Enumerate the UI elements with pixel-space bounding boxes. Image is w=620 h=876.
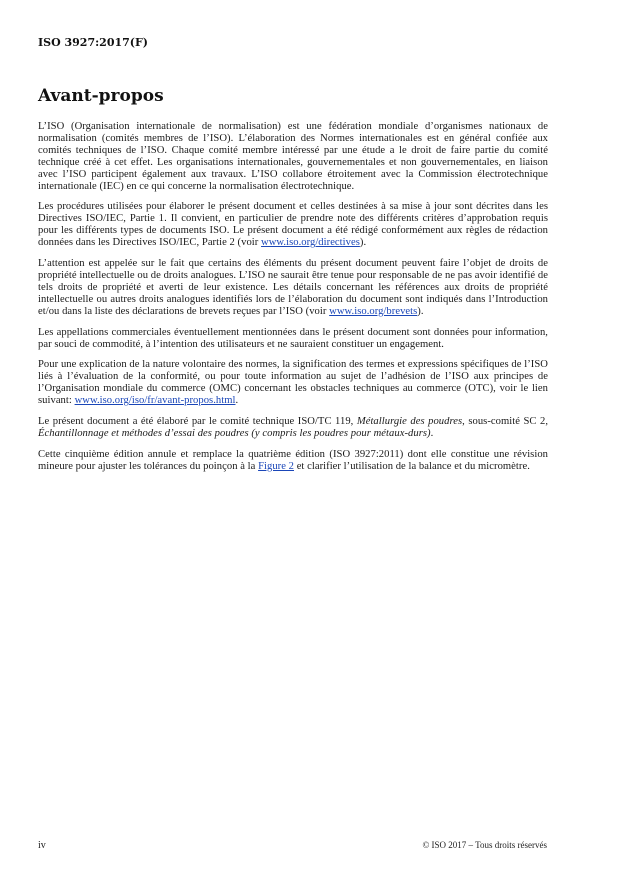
foreword-link[interactable]: www.iso.org/iso/fr/avant-propos.html [74, 395, 236, 407]
paragraph-edition [38, 449, 548, 473]
committee-title: Métallurgie des poudres [356, 416, 463, 428]
document-id: ISO 3927:2017(F) [38, 36, 149, 49]
paragraph-voluntary-text: Pour une explication de la nature volontaire des normes, la signification des termes et expressions spécifiques de l’ISO liés à l’évaluation de la conformité, ou pour toute information au sujet de l’adhésion de l’ISO aux principes de l’Organisation mondiale du commerce (OMC) concernant les obstacles techniques au commerce (OTC), voir le lien suivant: [38, 359, 548, 407]
paragraph-committee-mid: , sous-comité SC 2, [462, 416, 549, 428]
paragraph-patents-text: L’attention est appelée sur le fait que certains des éléments du présent document peuvent faire l’objet de droits de propriété intellectuelle ou de droits analogues. L’ISO ne saurait être tenue pour responsable de ne pas avoir identifié de tels droits de propriété et averti de leur existence. Les détails concernant les références aux droits de propriété intellectuelle ou autres droits analogues identifiés lors de l’élaboration du document sont indiqués dans l’Introduction et/ou dans la liste des déclarations de brevets reçues par l’ISO (voir [38, 258, 548, 317]
paragraph-trade-names: Les appellations commerciales éventuellement mentionnées dans le présent document sont données pour information, par souci de commodité, à l’intention des utilisateurs et ne sauraient constituer un engagement. [38, 326, 548, 350]
paragraph-procedures-end: ). [359, 237, 367, 249]
paragraph-voluntary-end: . [235, 395, 239, 407]
paragraph-edition-end: et clarifier l’utilisation de la balance et du micromètre. [294, 460, 530, 472]
paragraph-committee [38, 416, 548, 440]
paragraph-iso-intro: L’ISO (Organisation internationale de normalisation) est une fédération mondiale d’organismes nationaux de normalisation (comités membres de l’ISO). L’élaboration des Normes internationales est en général confiée aux comités techniques de l’ISO. Chaque comité membre intéressé par une étude a le droit de faire partie du comité technique créé à cet effet. Les organisations internationales, gouvernementales et non gouvernementales, en liaison avec l’ISO participent également aux travaux. L’ISO collabore étroitement avec la Commission électrotechnique internationale (IEC) en ce qui concerne la normalisation électrotechnique. [38, 121, 548, 192]
patents-link[interactable]: www.iso.org/brevets [329, 305, 418, 317]
paragraph-committee-text: Le présent document a été élaboré par le comité technique ISO/TC 119, [38, 416, 357, 428]
paragraph-procedures-text: Les procédures utilisées pour élaborer le présent document et celles destinées à sa mise à jour sont décrites dans les Directives ISO/IEC, Partie 1. Il convient, en particulier de prendre note des différents critères d’approbation requis pour les différents types de documents ISO. Le présent document a été rédigé conformément aux règles de rédaction données dans les Directives ISO/IEC, Partie 2 (voir [38, 201, 548, 249]
paragraph-patents-end: ). [417, 305, 424, 317]
subcommittee-title: Échantillonnage et méthodes d’essai des poudres (y compris les poudres pour métaux-durs) [38, 427, 431, 439]
directives-link[interactable]: www.iso.org/directives [261, 237, 360, 249]
paragraph-patents [38, 258, 548, 318]
figure-2-link[interactable]: Figure 2 [258, 460, 294, 472]
paragraph-committee-end: . [430, 427, 434, 439]
document-body [38, 121, 548, 482]
page-title: Avant-propos [38, 86, 164, 106]
paragraph-voluntary-nature [38, 359, 548, 407]
page-number: iv [38, 840, 46, 851]
copyright-notice: © ISO 2017 – Tous droits réservés [422, 840, 547, 850]
paragraph-edition-text: Cette cinquième édition annule et remplace la quatrième édition (ISO 3927:2011) dont elle constitue une révision mineure pour ajuster les tolérances du poinçon à la [38, 448, 548, 472]
paragraph-procedures [38, 201, 548, 249]
